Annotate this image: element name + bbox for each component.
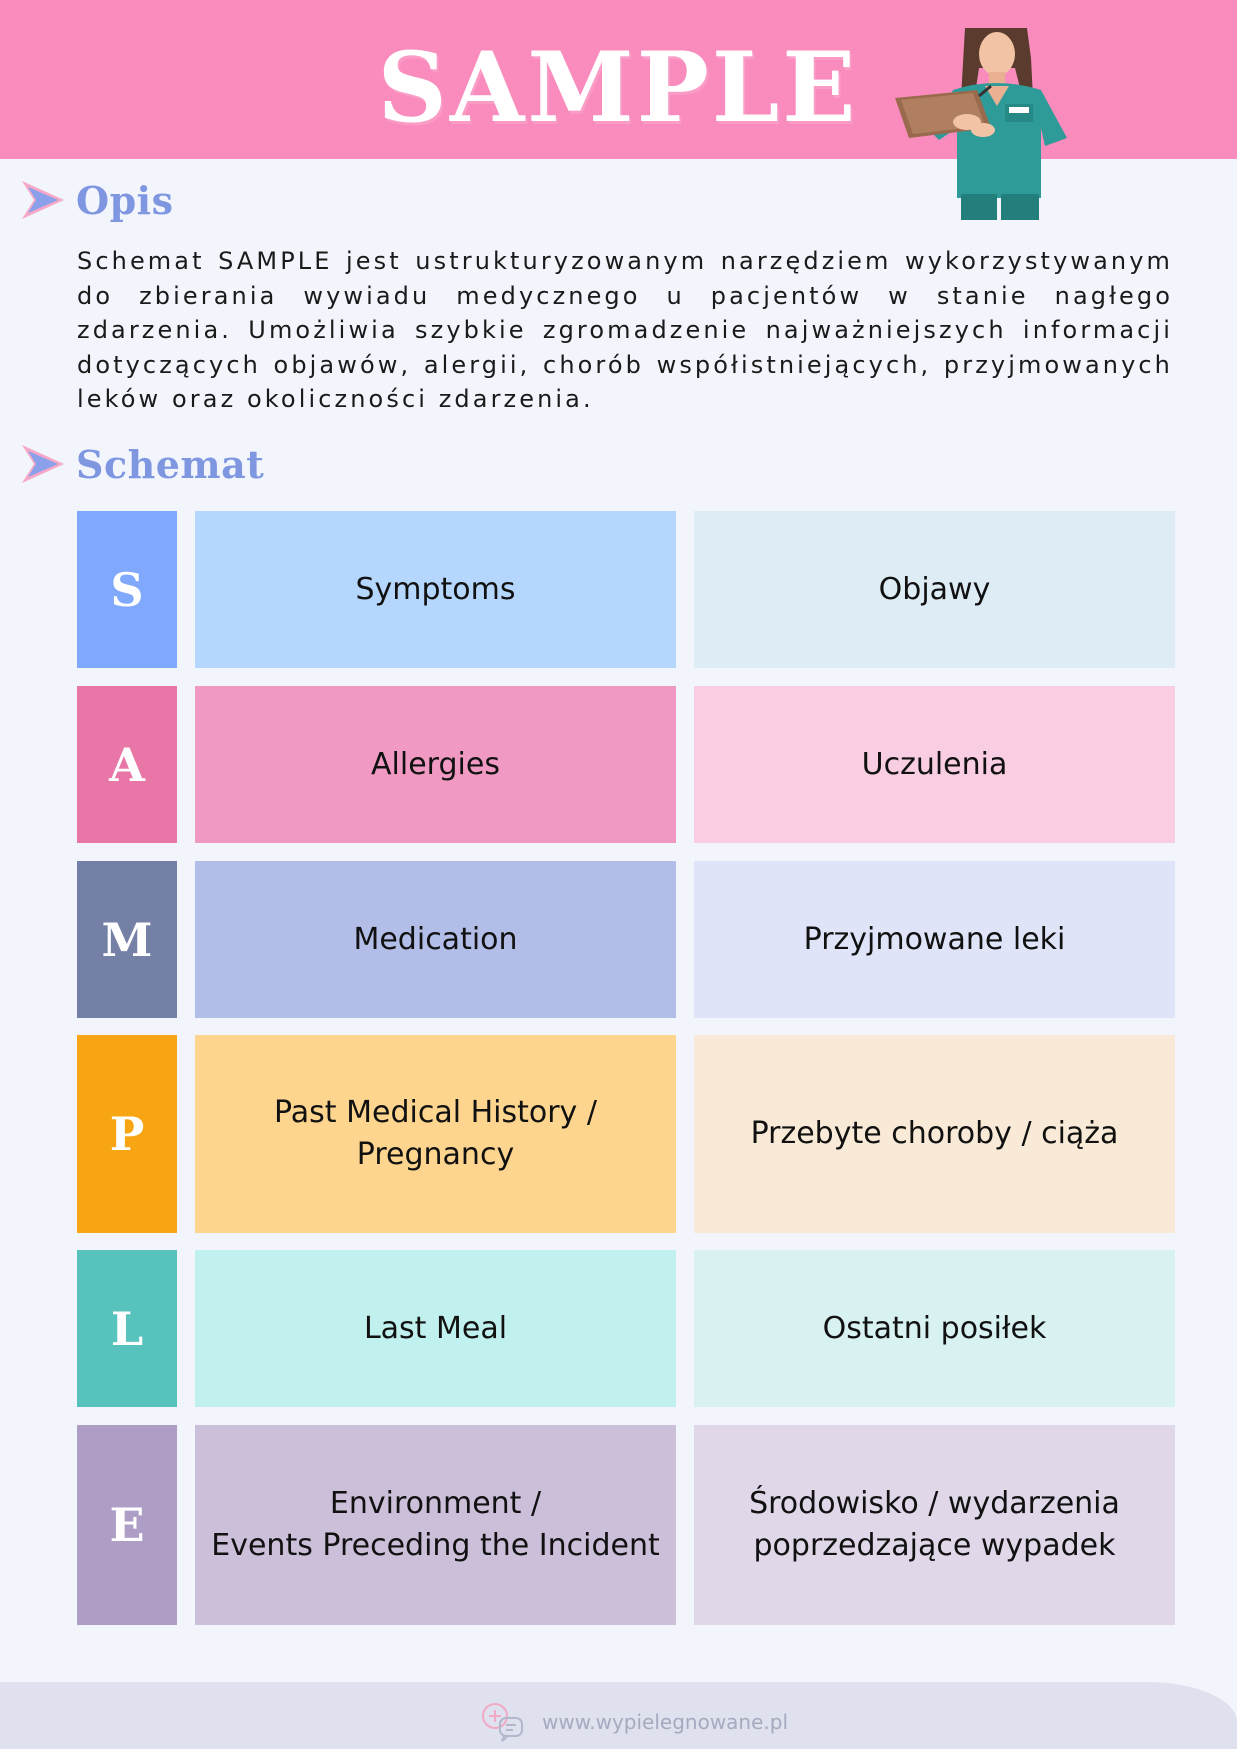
row-polish-text: Przebyte choroby / ciąża — [750, 1116, 1119, 1151]
row-english-text: Environment / Events Preceding the Incident — [211, 1486, 660, 1563]
row-polish-cell — [694, 686, 1175, 843]
row-polish-cell — [694, 1035, 1175, 1233]
row-polish-cell — [694, 861, 1175, 1018]
row-polish-text: Środowisko / wydarzenia poprzedzające wypadek — [749, 1486, 1120, 1563]
row-letter: L — [77, 1250, 177, 1407]
row-english-cell — [195, 1250, 676, 1407]
schema-row-p — [77, 1035, 1175, 1233]
schema-row-s — [77, 511, 1175, 668]
row-english-text: Allergies — [371, 746, 500, 782]
nurse-illustration-icon — [895, 28, 1095, 220]
row-english-cell — [195, 1035, 676, 1233]
speech-bubbles-logo-icon — [480, 1702, 526, 1742]
page-title: SAMPLE — [377, 31, 859, 144]
row-letter: E — [77, 1425, 177, 1625]
row-english-cell — [195, 686, 676, 843]
row-english-text: Medication — [353, 921, 518, 957]
footer-content — [480, 1702, 788, 1742]
schema-row-m — [77, 861, 1175, 1018]
row-letter: S — [77, 511, 177, 668]
schema-heading — [20, 436, 264, 492]
footer-website-link[interactable]: www.wypielegnowane.pl — [542, 1710, 789, 1734]
row-english-text: Past Medical History / Pregnancy — [274, 1095, 597, 1172]
row-polish-cell — [694, 1250, 1175, 1407]
schema-row-e — [77, 1425, 1175, 1625]
row-english-cell — [195, 1425, 676, 1625]
description-heading — [20, 172, 174, 228]
schema-row-a — [77, 686, 1175, 843]
schema-heading-label: Schemat — [76, 441, 265, 487]
row-polish-cell — [694, 1425, 1175, 1625]
row-letter: P — [77, 1035, 177, 1233]
row-polish-cell — [694, 511, 1175, 668]
description-text: Schemat SAMPLE jest ustrukturyzowanym narzędziem wykorzystywanym do zbierania wywiadu medycznego u pacjentów w stanie nagłego zdarzenia. Umożliwia szybkie zgromadzenie najważniejszych informacji dotyczących objawów, alergii, chorób współistniejących, przyjmowanych leków oraz okoliczności zdarzenia. — [77, 247, 1173, 413]
row-polish-text: Objawy — [878, 571, 991, 607]
row-letter: M — [77, 861, 177, 1018]
row-polish-text: Przyjmowane leki — [803, 921, 1066, 957]
chevron-arrow-icon — [20, 177, 66, 223]
row-polish-text: Ostatni posiłek — [822, 1310, 1047, 1346]
row-english-text: Last Meal — [363, 1310, 508, 1346]
row-english-text: Symptoms — [355, 571, 516, 607]
row-letter: A — [77, 686, 177, 843]
row-english-cell — [195, 861, 676, 1018]
schema-row-l — [77, 1250, 1175, 1407]
chevron-arrow-icon — [20, 441, 66, 487]
row-english-cell — [195, 511, 676, 668]
description-heading-label: Opis — [76, 177, 174, 223]
row-polish-text: Uczulenia — [861, 746, 1008, 782]
